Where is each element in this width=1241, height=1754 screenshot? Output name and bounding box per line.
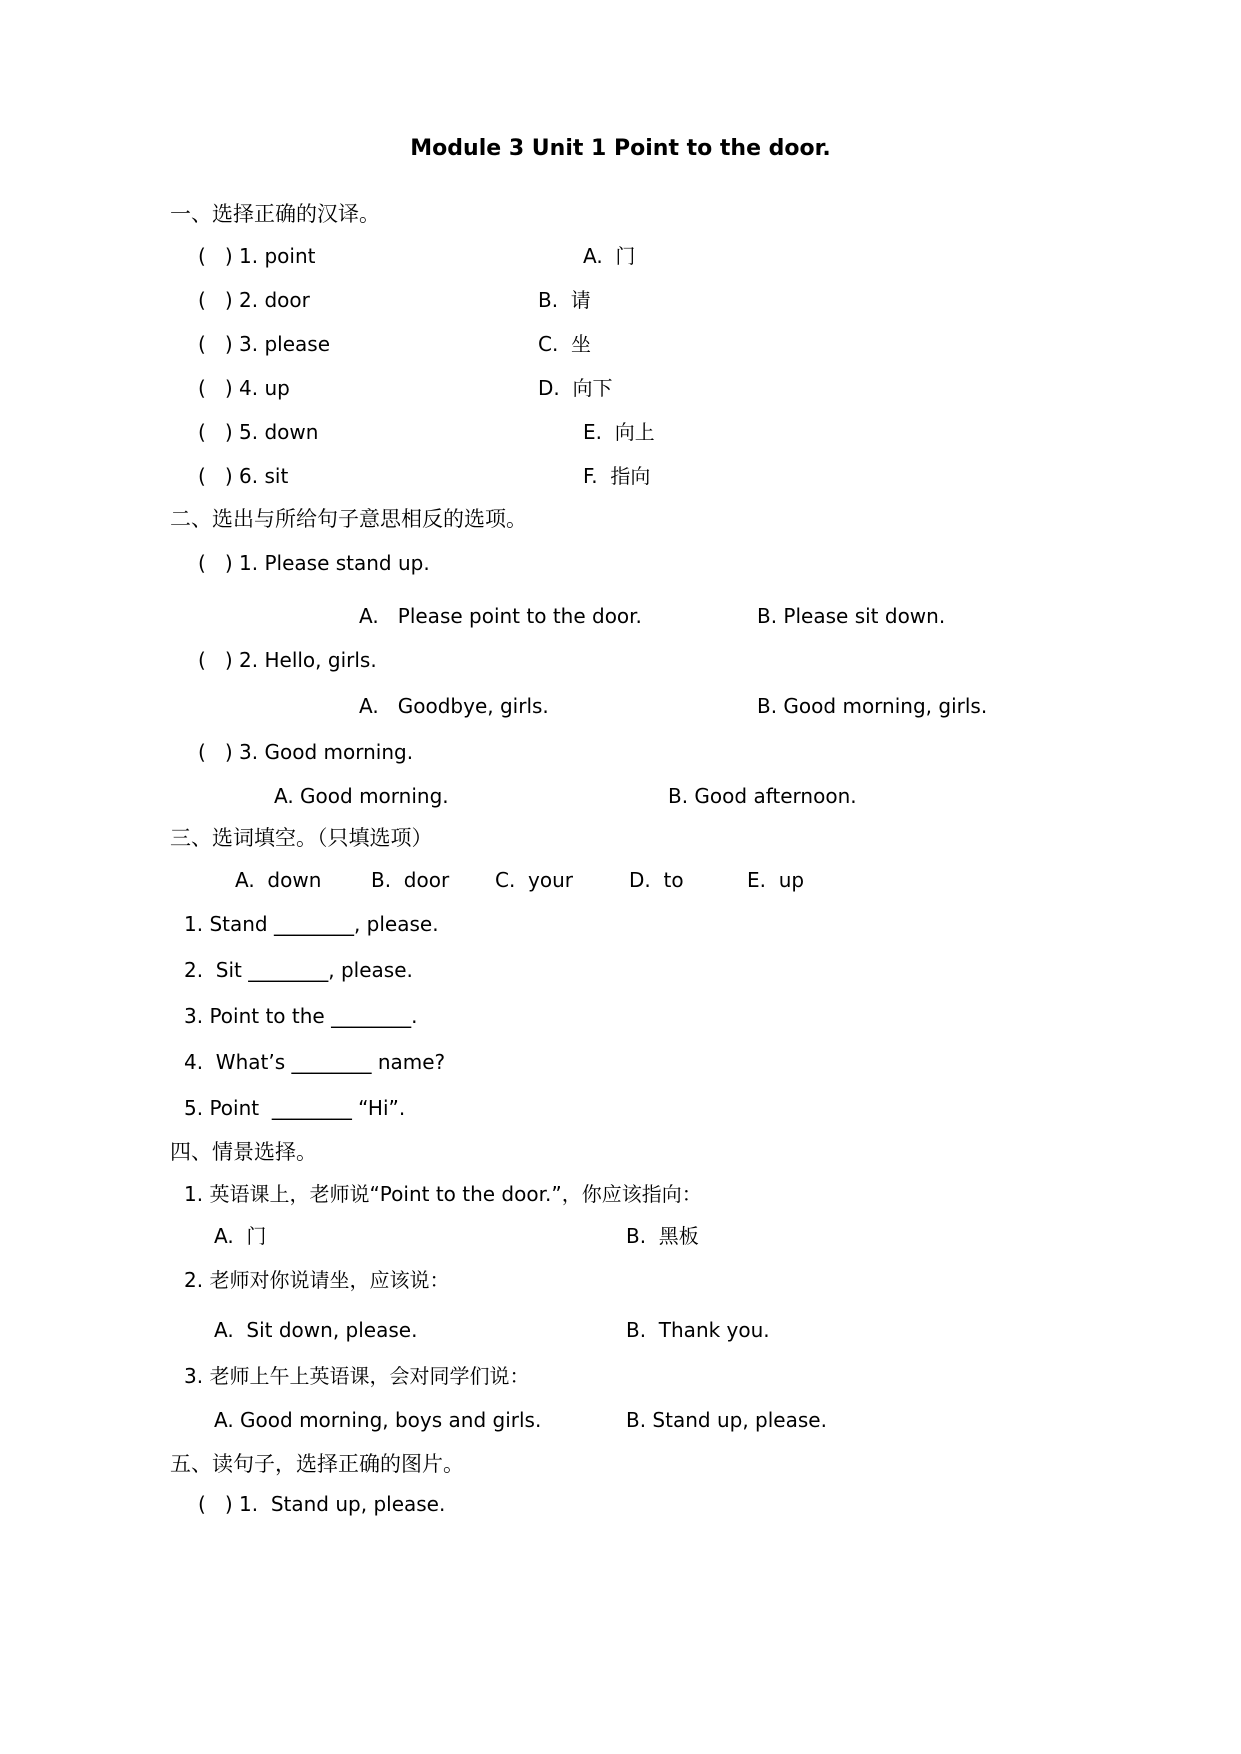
section2-heading: 二、选出与所给句子意思相反的选项。 <box>170 507 527 531</box>
fill-item-5: 5. Point ________ “Hi”. <box>184 1096 406 1120</box>
s4-q2-option-a: A. Sit down, please. <box>214 1318 418 1342</box>
s4-question-3: 3. 老师上午上英语课，会对同学们说： <box>184 1364 530 1388</box>
word-bank-d: D. to <box>629 868 684 892</box>
match-item-1: ( ) 1. point <box>198 244 316 268</box>
s2-q2-option-b: B. Good morning, girls. <box>757 694 988 718</box>
match-item-5: ( ) 5. down <box>198 420 319 444</box>
s4-q1-option-b: B. 黑板 <box>626 1224 699 1248</box>
s2-q2-option-a: A. Goodbye, girls. <box>359 694 549 718</box>
s4-question-1: 1. 英语课上，老师说“Point to the door.”，你应该指向： <box>184 1182 702 1206</box>
s4-q3-option-a: A. Good morning, boys and girls. <box>214 1408 542 1432</box>
s2-question-1: ( ) 1. Please stand up. <box>198 551 430 575</box>
s2-q3-option-a: A. Good morning. <box>274 784 449 808</box>
section1-heading: 一、选择正确的汉译。 <box>170 202 380 226</box>
s4-question-2: 2. 老师对你说请坐，应该说： <box>184 1268 450 1292</box>
fill-item-3: 3. Point to the ________. <box>184 1004 418 1028</box>
word-bank-b: B. door <box>371 868 450 892</box>
s2-question-3: ( ) 3. Good morning. <box>198 740 414 764</box>
page-title: Module 3 Unit 1 Point to the door. <box>410 136 831 161</box>
match-option-a: A. 门 <box>583 244 636 268</box>
s4-q1-option-a: A. 门 <box>214 1224 267 1248</box>
match-option-c: C. 坐 <box>538 332 592 356</box>
match-option-e: E. 向上 <box>583 420 655 444</box>
match-item-2: ( ) 2. door <box>198 288 310 312</box>
word-bank-e: E. up <box>747 868 805 892</box>
match-option-b: B. 请 <box>538 288 591 312</box>
fill-item-1: 1. Stand ________, please. <box>184 912 439 936</box>
match-option-d: D. 向下 <box>538 376 613 400</box>
s5-item-1: ( ) 1. Stand up, please. <box>198 1492 446 1516</box>
section5-heading: 五、读句子，选择正确的图片。 <box>170 1452 464 1476</box>
fill-item-4: 4. What’s ________ name? <box>184 1050 446 1074</box>
s4-q2-option-b: B. Thank you. <box>626 1318 770 1342</box>
section3-heading: 三、选词填空。（只填选项） <box>170 826 433 850</box>
match-item-6: ( ) 6. sit <box>198 464 289 488</box>
word-bank-c: C. your <box>495 868 574 892</box>
match-item-4: ( ) 4. up <box>198 376 290 400</box>
word-bank-a: A. down <box>235 868 322 892</box>
s2-q3-option-b: B. Good afternoon. <box>668 784 857 808</box>
s2-q1-option-b: B. Please sit down. <box>757 604 946 628</box>
fill-item-2: 2. Sit ________, please. <box>184 958 413 982</box>
match-item-3: ( ) 3. please <box>198 332 331 356</box>
section4-heading: 四、情景选择。 <box>170 1140 317 1164</box>
s4-q3-option-b: B. Stand up, please. <box>626 1408 827 1432</box>
match-option-f: F. 指向 <box>583 464 651 488</box>
s2-question-2: ( ) 2. Hello, girls. <box>198 648 377 672</box>
s2-q1-option-a: A. Please point to the door. <box>359 604 642 628</box>
